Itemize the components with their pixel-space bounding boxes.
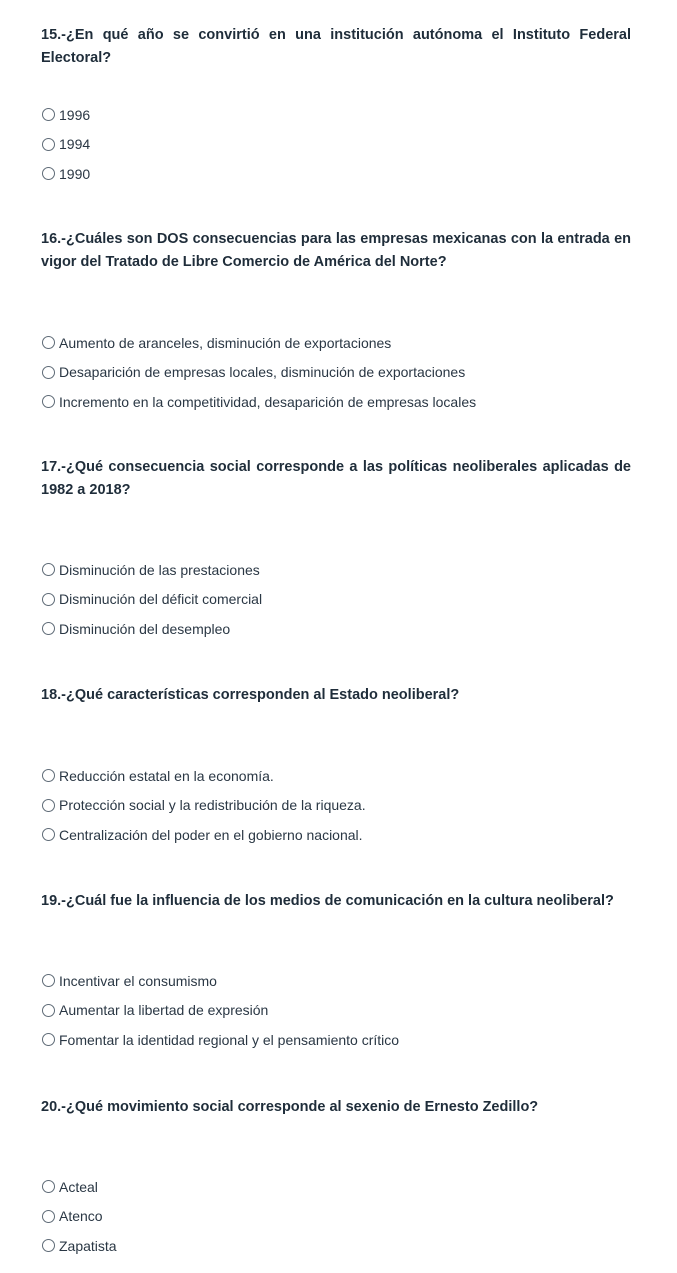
option-item[interactable] (41, 1172, 117, 1202)
radio-button[interactable] (42, 1004, 55, 1017)
radio-button[interactable] (42, 563, 55, 576)
radio-button[interactable] (42, 828, 55, 841)
options-group (41, 100, 90, 189)
question-20 (41, 1096, 631, 1254)
option-label[interactable]: Incentivar el consumismo (59, 972, 217, 989)
option-label[interactable]: Aumento de aranceles, disminución de exportaciones (59, 334, 392, 351)
option-item[interactable] (41, 1025, 399, 1055)
option-item[interactable] (41, 614, 262, 644)
option-item[interactable] (41, 159, 90, 189)
option-item[interactable] (41, 1231, 117, 1261)
options-group (41, 328, 476, 417)
option-label[interactable]: 1996 (59, 106, 91, 123)
options-group (41, 555, 262, 644)
option-item[interactable] (41, 328, 476, 358)
question-17 (41, 456, 631, 637)
question-18 (41, 684, 631, 843)
option-label[interactable]: Acteal (59, 1178, 98, 1195)
option-item[interactable] (41, 966, 399, 996)
question-title: 15.-¿En qué año se convirtió en una institución autónoma el Instituto Federal Electoral? (41, 27, 631, 66)
options-group (41, 966, 399, 1055)
question-title: 17.-¿Qué consecuencia social corresponde a las políticas neoliberales aplicadas de 1982 a 2018? (41, 459, 631, 498)
option-label[interactable]: Desaparición de empresas locales, disminución de exportaciones (59, 364, 466, 381)
option-label[interactable]: Reducción estatal en la economía. (59, 767, 274, 784)
question-16 (41, 228, 631, 410)
options-group (41, 761, 366, 850)
option-item[interactable] (41, 761, 366, 791)
option-label[interactable]: Disminución de las prestaciones (59, 561, 260, 578)
option-item[interactable] (41, 1202, 117, 1232)
option-label[interactable]: Disminución del desempleo (59, 620, 231, 637)
option-label[interactable]: Zapatista (59, 1237, 117, 1254)
radio-button[interactable] (42, 593, 55, 606)
radio-button[interactable] (42, 1180, 55, 1193)
question-title: 16.-¿Cuáles son DOS consecuencias para las empresas mexicanas con la entrada en vigor del Tratado de Libre Comercio de América del Norte? (41, 231, 631, 270)
radio-button[interactable] (42, 138, 55, 151)
option-item[interactable] (41, 358, 476, 388)
radio-button[interactable] (42, 366, 55, 379)
question-title: 20.-¿Qué movimiento social corresponde al sexenio de Ernesto Zedillo? (41, 1099, 539, 1115)
radio-button[interactable] (42, 622, 55, 635)
option-item[interactable] (41, 791, 366, 821)
option-item[interactable] (41, 387, 476, 417)
options-group (41, 1172, 117, 1261)
question-title: 19.-¿Cuál fue la influencia de los medios de comunicación en la cultura neoliberal? (41, 893, 614, 909)
option-label[interactable]: Aumentar la libertad de expresión (59, 1002, 269, 1019)
option-item[interactable] (41, 130, 90, 160)
radio-button[interactable] (42, 799, 55, 812)
radio-button[interactable] (42, 395, 55, 408)
question-title: 18.-¿Qué características corresponden al Estado neoliberal? (41, 687, 460, 703)
radio-button[interactable] (42, 167, 55, 180)
option-item[interactable] (41, 820, 366, 850)
radio-button[interactable] (42, 1239, 55, 1252)
radio-button[interactable] (42, 336, 55, 349)
option-label[interactable]: Incremento en la competitividad, desaparición de empresas locales (59, 393, 477, 410)
radio-button[interactable] (42, 1033, 55, 1046)
question-15 (41, 24, 631, 182)
option-label[interactable]: Protección social y la redistribución de la riqueza. (59, 797, 366, 814)
radio-button[interactable] (42, 974, 55, 987)
option-label[interactable]: 1990 (59, 165, 91, 182)
option-label[interactable]: Centralización del poder en el gobierno nacional. (59, 826, 363, 843)
radio-button[interactable] (42, 108, 55, 121)
radio-button[interactable] (42, 1210, 55, 1223)
option-label[interactable]: Disminución del déficit comercial (59, 591, 263, 608)
radio-button[interactable] (42, 769, 55, 782)
option-label[interactable]: Fomentar la identidad regional y el pensamiento crítico (59, 1031, 400, 1048)
option-item[interactable] (41, 555, 262, 585)
question-19 (41, 890, 631, 1048)
option-item[interactable] (41, 585, 262, 615)
option-item[interactable] (41, 996, 399, 1026)
option-item[interactable] (41, 100, 90, 130)
option-label[interactable]: Atenco (59, 1208, 103, 1225)
option-label[interactable]: 1994 (59, 136, 91, 153)
